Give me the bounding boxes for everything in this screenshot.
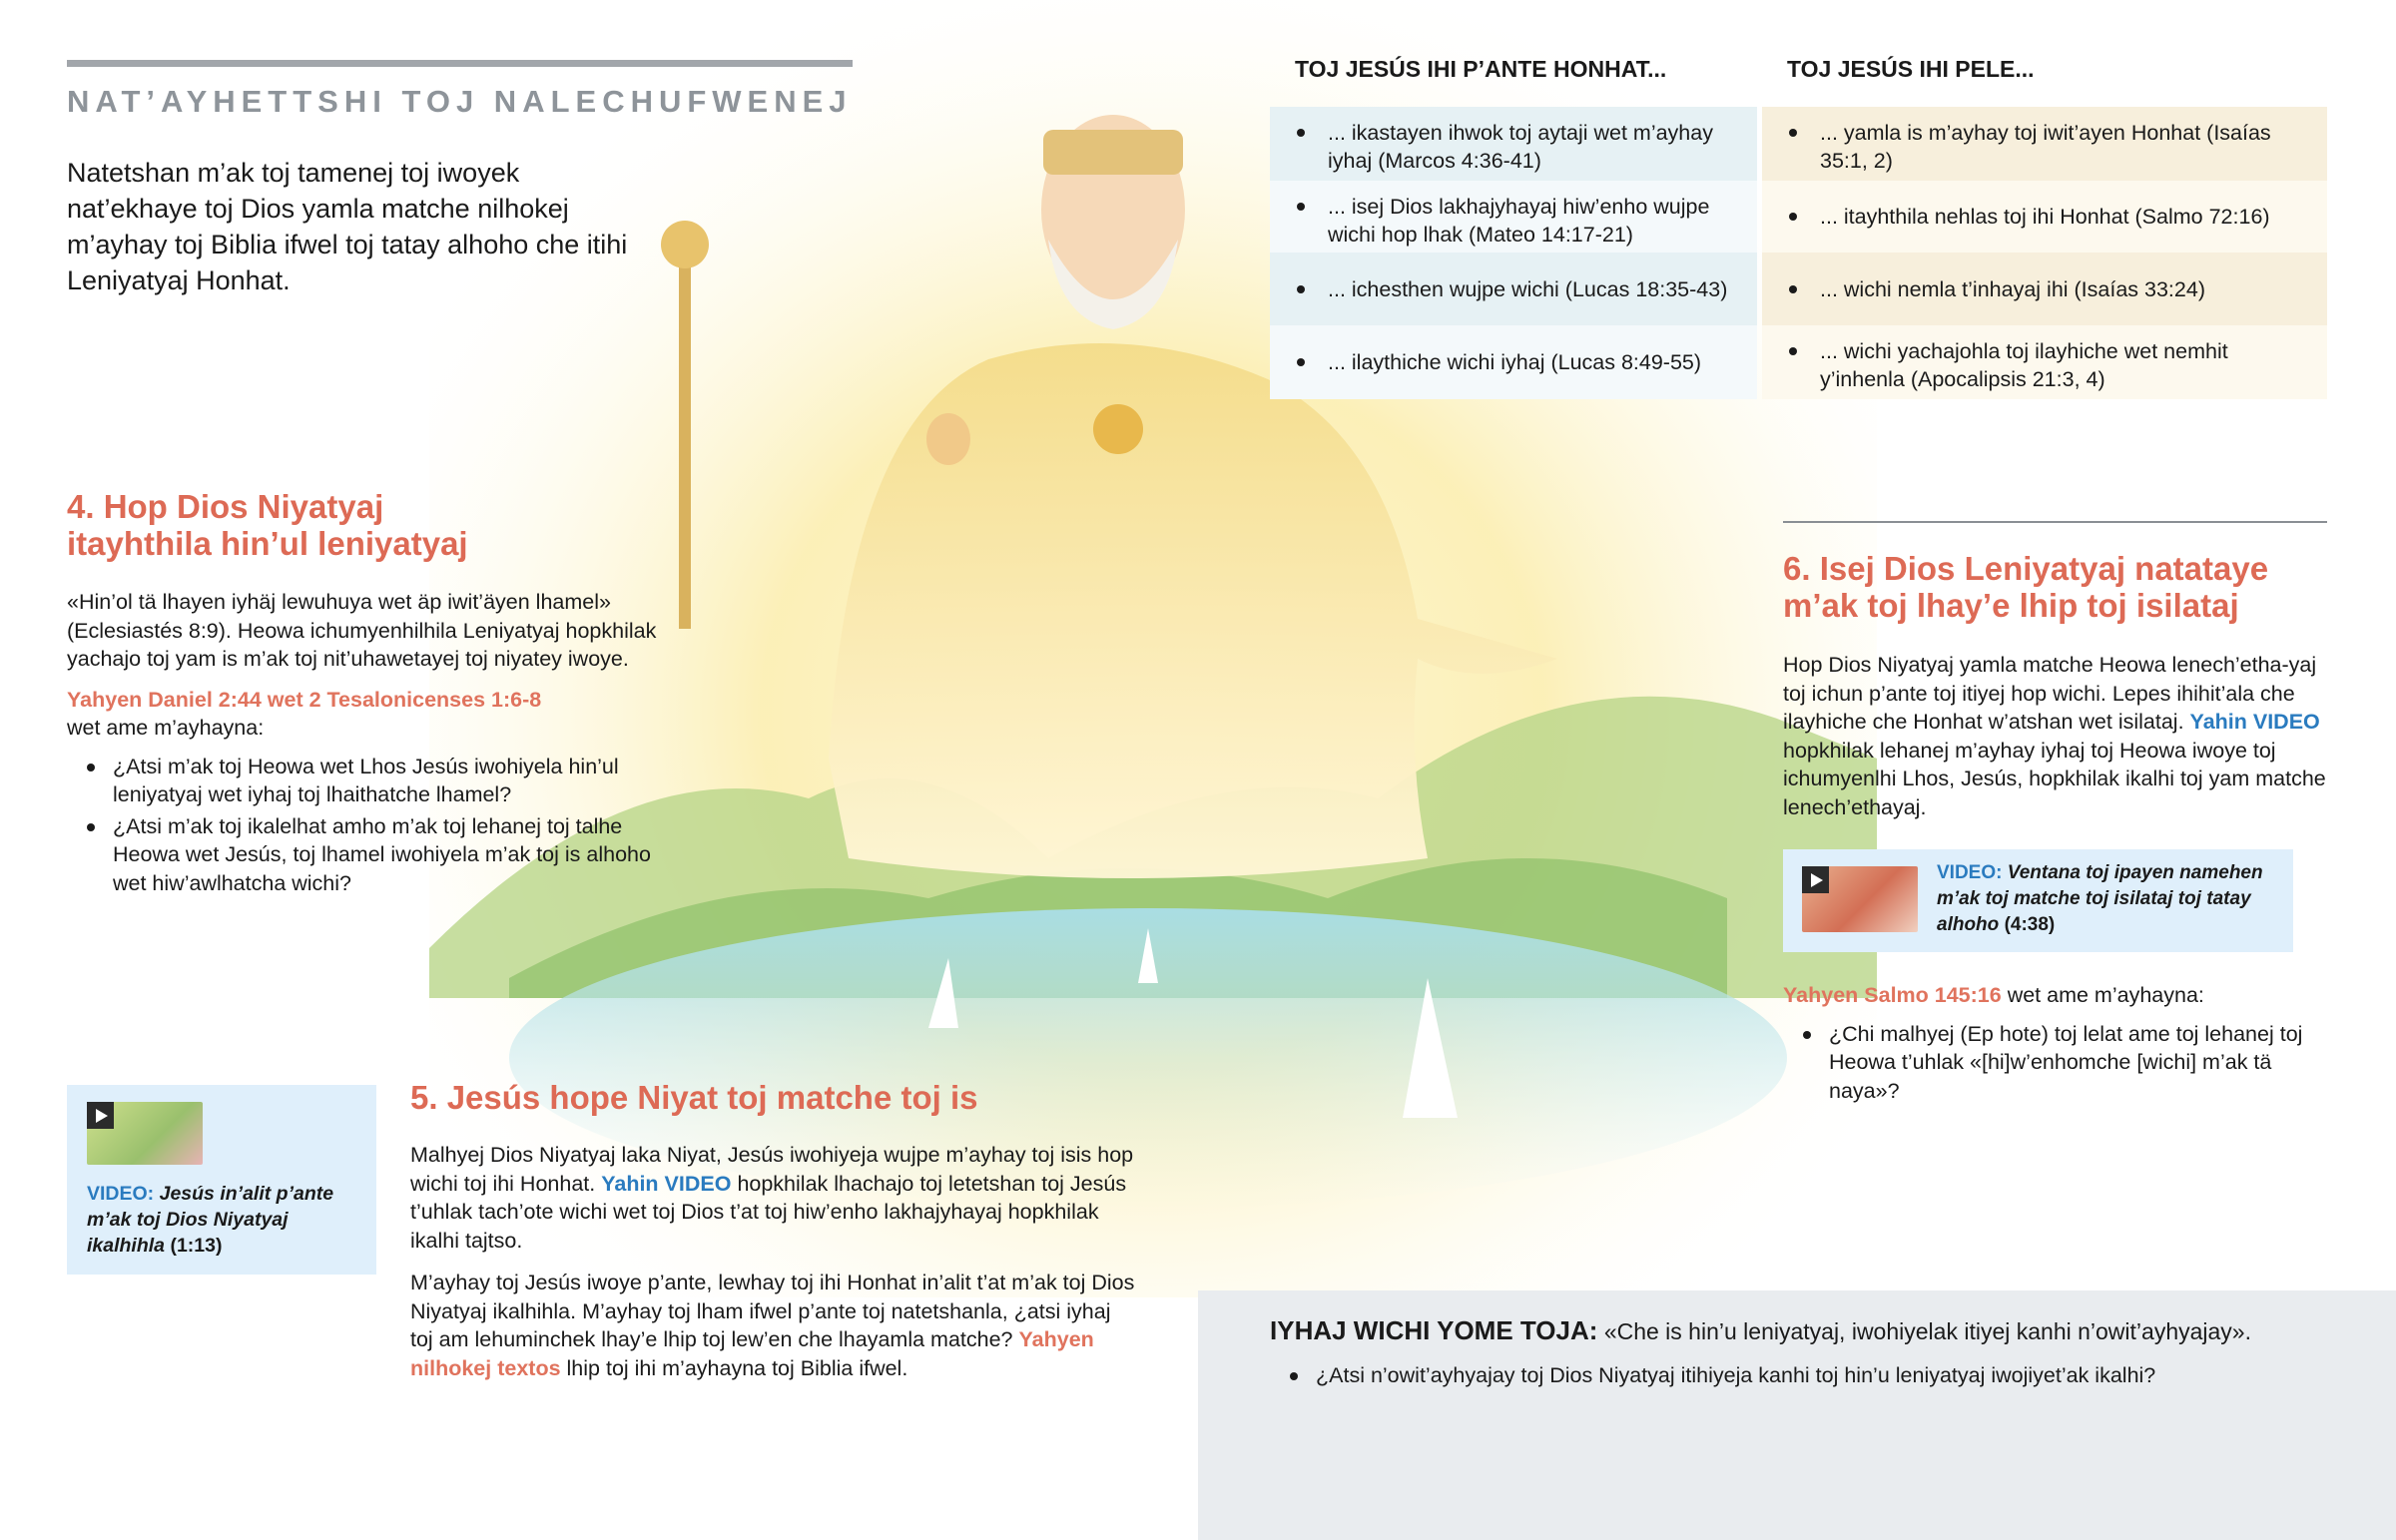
paragraph-text: hopkhilak lehanej m’ayhay iyhaj toj Heowa iwoye toj ichumyenlhi Lhos, Jesús, hopkhilak ikalhi toj yam matche lenech’ethayaj. — [1783, 738, 2326, 819]
section-4-title: 4. Hop Dios Niyatyaj itayhthila hin’ul leniyatyaj — [67, 488, 468, 562]
video-thumbnail[interactable] — [1802, 866, 1918, 932]
prompt-text: wet ame m’ayhayna: — [67, 716, 265, 740]
prompt-text: wet ame m’ayhayna: — [2007, 983, 2204, 1007]
table-cell: ... ilaythiche wichi iyhaj (Lucas 8:49-55) — [1270, 325, 1757, 399]
section-5-title: 5. Jesús hope Niyat toj matche toj is — [410, 1079, 978, 1116]
section-4-paragraph: «Hin’ol tä lhayen iyhäj lewuhuya wet äp iwit’äyen lhamel» (Eclesiastés 8:9). Heowa ichumyenhilhila Leniyatyaj hopkhilak yachajo toj yam is m’ak toj nit’uhawetayej toj niyatey iwoye. — [67, 590, 657, 671]
table-header-past: TOJ JESÚS IHI P’ANTE HONHAT... — [1295, 56, 1667, 82]
table-cell: ... itayhthila nehlas toj ihi Honhat (Salmo 72:16) — [1762, 181, 2327, 253]
scripture-link[interactable]: Yahyen Daniel 2:44 wet 2 Tesalonicenses 1:6-8 — [67, 687, 542, 712]
summary-label: IYHAJ WICHI YOME TOJA: — [1270, 1315, 1598, 1345]
video-title: Jesús in’alit p’ante m’ak toj Dios Niyatyaj ikalhihla — [87, 1183, 334, 1257]
section-6-title: 6. Isej Dios Leniyatyaj natataye m’ak toj lhay’e lhip toj isilataj — [1783, 550, 2269, 624]
table-cell: ... yamla is m’ayhay toj iwit’ayen Honhat (Isaías 35:1, 2) — [1762, 107, 2327, 181]
video-label: VIDEO: — [87, 1183, 155, 1205]
header-rule — [67, 60, 853, 67]
video-card-2[interactable] — [1783, 849, 2293, 952]
watch-video-link[interactable]: Yahin VIDEO — [2189, 710, 2320, 734]
paragraph-text: lhip toj ihi m’ayhayna toj Biblia ifwel. — [566, 1355, 908, 1380]
paragraph-text: Hop Dios Niyatyaj yamla matche Heowa lenech’etha-yaj toj ichun p’ante toj itiyej hop wichi. Lepes ihihit’ala che ilayhiche che Honhat w’atshan wet isilataj. — [1783, 653, 2317, 734]
question-item: ¿Atsi m’ak toj Heowa wet Lhos Jesús iwohiyela hin’ul leniyatyaj wet iyhaj toj lhaithatche lhamel? — [67, 753, 666, 809]
play-icon[interactable] — [1802, 866, 1829, 893]
video-duration: (1:13) — [170, 1235, 223, 1257]
video-duration: (4:38) — [2004, 914, 2056, 935]
question-item: ¿Chi malhyej (Ep hote) toj lelat ame toj lehanej toj Heowa t’uhlak «[hi]w’enhomche [wichi] m’ak tä naya»? — [1783, 1020, 2327, 1106]
table-cell: ... ikastayen ihwok toj aytaji wet m’ayhay iyhaj (Marcos 4:36-41) — [1270, 107, 1757, 181]
scripture-link[interactable]: Yahyen nilhokej textos — [410, 1327, 1094, 1380]
play-icon[interactable] — [87, 1102, 114, 1129]
summary-statement — [1270, 1315, 2368, 1346]
table-header-future: TOJ JESÚS IHI PELE... — [1787, 56, 2035, 82]
video-card-1[interactable] — [67, 1085, 376, 1275]
video-thumbnail[interactable] — [87, 1102, 203, 1165]
summary-question: ¿Atsi n’owit’ayhyajay toj Dios Niyatyaj itihiyeja kanhi toj hin’u leniyatyaj iwojiyet’ak ikalhi? — [1270, 1361, 2368, 1390]
table-cell: ... wichi yachajohla toj ilayhiche wet nemhit y’inhenla (Apocalipsis 21:3, 4) — [1762, 325, 2327, 399]
intro-text: Natetshan m’ak toj tamenej toj iwoyek nat’ekhaye toj Dios yamla matche nilhokej m’ayhay toj Biblia ifwel toj tatay alhoho che itihi Leniyatyaj Honhat. — [67, 158, 628, 295]
section-divider — [1783, 521, 2327, 523]
paragraph-text: Malhyej Dios Niyatyaj laka Niyat, Jesús iwohiyeja wujpe m’ayhay toj isis hop wichi toj ihi Honhat. — [410, 1143, 1134, 1196]
section-kicker: NAT’AYHETTSHI TOJ NALECHUFWENEJ — [67, 84, 853, 119]
table-cell: ... ichesthen wujpe wichi (Lucas 18:35-43) — [1270, 253, 1757, 325]
video-title: Ventana toj ipayen namehen m’ak toj matche toj isilataj toj tatay alhoho — [1937, 862, 2263, 935]
watch-video-link[interactable]: Yahin VIDEO — [601, 1171, 732, 1196]
scripture-link[interactable]: Yahyen Salmo 145:16 — [1783, 983, 2002, 1007]
paragraph-text: hopkhilak lhachajo toj letetshan toj Jesús t’uhlak tach’ote wichi wet toj Dios t’at toj hiw’enho lakhajyhayaj hopkhilak ikalhi tajtso. — [410, 1171, 1127, 1253]
table-cell: ... isej Dios lakhajyhayaj hiw’enho wujpe wichi hop lhak (Mateo 14:17-21) — [1270, 181, 1757, 253]
question-item: ¿Atsi m’ak toj ikalelhat amho m’ak toj lehanej toj talhe Heowa wet Jesús, toj lhamel iwohiyela m’ak toj is alhoho wet hiw’awlhatcha wichi? — [67, 812, 666, 898]
video-label: VIDEO: — [1937, 862, 2003, 883]
paragraph-text: M’ayhay toj Jesús iwoye p’ante, lewhay toj ihi Honhat in’alit t’at m’ak toj Dios Niyatyaj ikalhihla. M’ayhay toj lham ifwel p’ante toj natetshanla, ¿atsi iyhaj toj am lehuminchek lhay’e lhip toj lew’en che lhayamla matche? — [410, 1271, 1135, 1351]
table-cell: ... wichi nemla t’inhayaj ihi (Isaías 33:24) — [1762, 253, 2327, 325]
summary-quote: «Che is hin’u leniyatyaj, iwohiyelak itiyej kanhi n’owit’ayhyajay». — [1603, 1318, 2251, 1344]
